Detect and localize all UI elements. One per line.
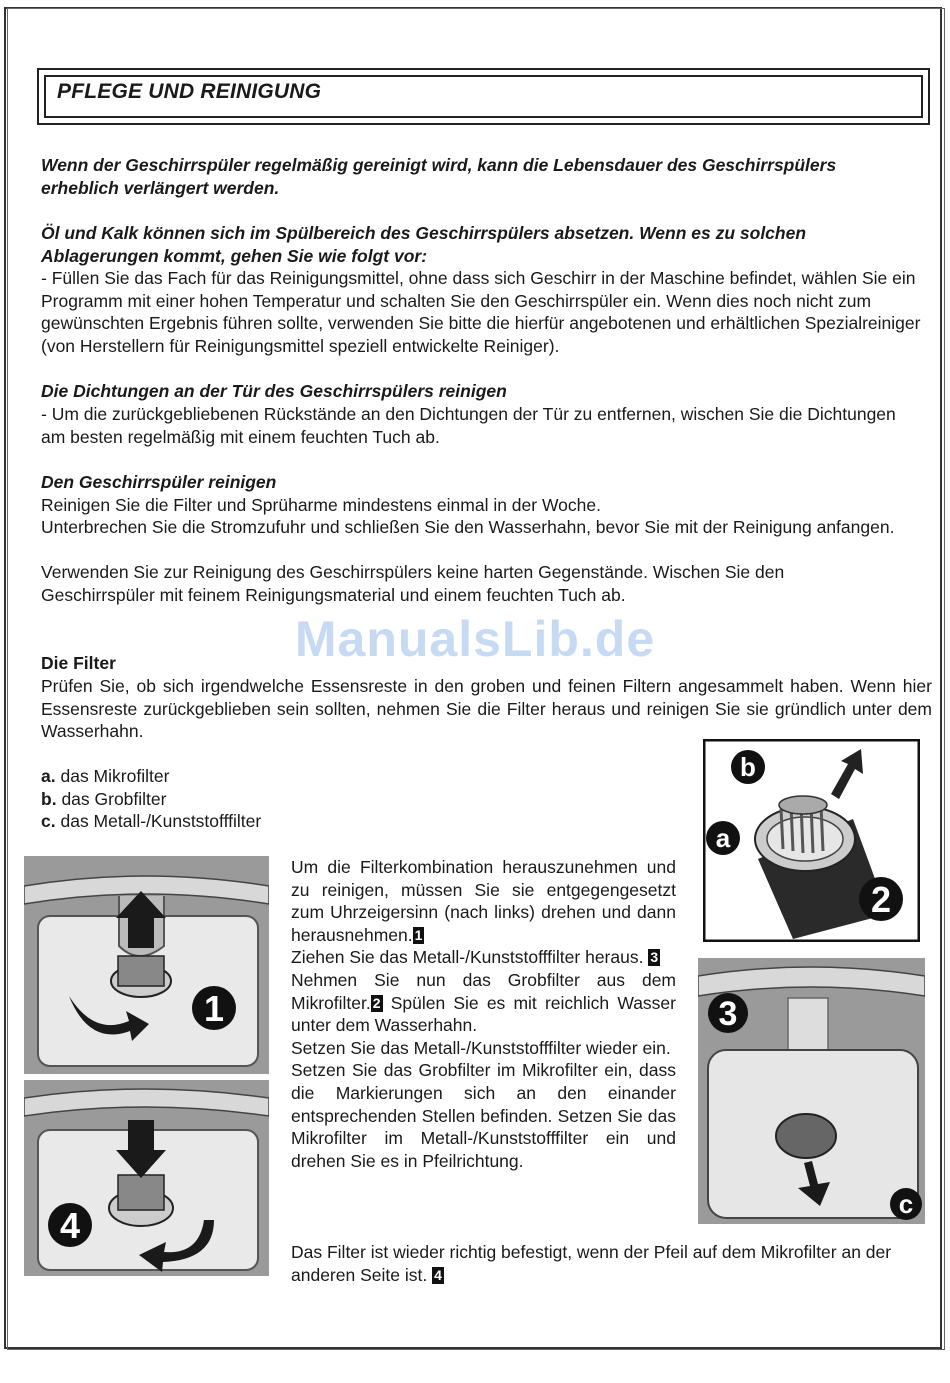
- figure-1-remove-filter: [24, 856, 269, 1074]
- cleaning-line3: Verwenden Sie zur Reinigung des Geschirrspülers keine harten Gegenstände. Wischen Sie den Geschirrspüler mit feinem Reinigungsmaterial und einem feuchten Tuch ab.: [41, 562, 785, 605]
- step-ref-4: 4: [434, 1266, 442, 1283]
- step-ref-1: 1: [414, 926, 423, 943]
- filter-item-label: das Metall-/Kunststofffilter: [60, 811, 262, 831]
- filter-item-key: b.: [41, 789, 57, 809]
- step-6-text: Das Filter ist wieder richtig befestigt, wenn der Pfeil auf dem Mikrofilter an der anderen Seite ist.: [291, 1242, 892, 1285]
- step-1-text: Um die Filterkombination herauszunehmen und zu reinigen, müssen Sie sie entgegengesetzt zum Uhrzeigersinn (nach links) drehen und dann herausnehmen.: [291, 857, 676, 945]
- filter-item-c: [41, 810, 341, 833]
- oil-text: - Füllen Sie das Fach für das Reinigungsmittel, ohne dass sich Geschirr in der Maschine befindet, wählen Sie ein Programm mit einer hohen Temperatur und schalten Sie den Geschirrspüler ein. Wenn dies noch nicht zum gewünschten Ergebnis führen sollte, verwenden Sie bitte die hierfür angebotenen und erhältlichen Spezialreiniger (von Herstellern für Reinigungsmittel speziell entwickelte Reiniger).: [41, 268, 921, 356]
- step-ref-2: 2: [372, 994, 381, 1011]
- step-5-text: Setzen Sie das Grobfilter im Mikrofilter ein, dass die Markierungen sich an den einander entsprechenden Stellen befinden. Setzen Sie das Mikrofilter im Metall-/Kunststofffilter ein und drehen Sie es in Pfeilrichtung.: [291, 1060, 676, 1171]
- label-c: c: [898, 1189, 914, 1219]
- filter-item-b: [41, 788, 341, 811]
- filter-heading: Die Filter: [41, 653, 116, 673]
- step-4-text: Setzen Sie das Metall-/Kunststofffilter wieder ein.: [291, 1037, 671, 1058]
- filter-item-label: das Mikrofilter: [60, 766, 170, 786]
- steps-text: [291, 856, 676, 1172]
- cleaning-heading: Den Geschirrspüler reinigen: [41, 472, 277, 492]
- cleaning-line1: Reinigen Sie die Filter und Sprüharme mindestens einmal in der Woche.: [41, 495, 601, 515]
- step-3a-text: Nehmen Sie nun das Grobfilter aus dem Mikrofilter.: [291, 969, 676, 1013]
- step-3b-text: Spülen Sie es mit reichlich Wasser unter dem Wasserhahn.: [291, 992, 676, 1036]
- label-a: a: [715, 823, 731, 853]
- filter-item-label: das Grobfilter: [61, 789, 167, 809]
- step-ref-3: 3: [650, 949, 659, 966]
- oil-heading: Öl und Kalk können sich im Spülbereich des Geschirrspülers absetzen. Wenn es zu solchen Ablagerungen kommt, gehen Sie wie folgt vor:: [41, 223, 807, 266]
- title-box: [37, 68, 930, 125]
- seals-text: - Um die zurückgebliebenen Rückstände an den Dichtungen der Tür zu entfernen, wischen Sie die Dichtungen am besten regelmäßig mit einem feuchten Tuch ab.: [41, 404, 896, 447]
- page-title: PFLEGE UND REINIGUNG: [57, 80, 322, 103]
- watermark: ManualsLib.de: [294, 611, 656, 667]
- figure-number: 3: [718, 995, 738, 1033]
- label-b: b: [740, 752, 756, 782]
- figure-number: 1: [203, 988, 225, 1029]
- filter-item-key: a.: [41, 766, 56, 786]
- step-2-text: Ziehen Sie das Metall-/Kunststofffilter heraus.: [291, 947, 644, 968]
- step-6: [291, 1241, 936, 1286]
- figure-number: 4: [59, 1205, 81, 1246]
- seals-heading: Die Dichtungen an der Tür des Geschirrspülers reinigen: [41, 381, 507, 401]
- filter-item-a: [41, 765, 341, 788]
- cleaning-line2: Unterbrechen Sie die Stromzufuhr und schließen Sie den Wasserhahn, bevor Sie mit der Reinigung anfangen.: [41, 517, 895, 537]
- figure-number: 2: [870, 879, 892, 920]
- figure-3-metal-filter: [698, 958, 925, 1224]
- intro-text: Wenn der Geschirrspüler regelmäßig gereinigt wird, kann die Lebensdauer des Geschirrspülers erheblich verlängert werden.: [41, 155, 837, 198]
- figure-4-reinsert-filter: [24, 1080, 269, 1276]
- filter-item-key: c.: [41, 811, 56, 831]
- figure-2-filter-assembly: [703, 739, 920, 942]
- filter-text: Prüfen Sie, ob sich irgendwelche Essensreste in den groben und feinen Filtern angesammelt haben. Wenn hier Essensreste zurückgeblieben sein sollten, nehmen Sie die Filter heraus und reinigen Sie sie gründlich unter dem Wasserhahn.: [41, 676, 932, 742]
